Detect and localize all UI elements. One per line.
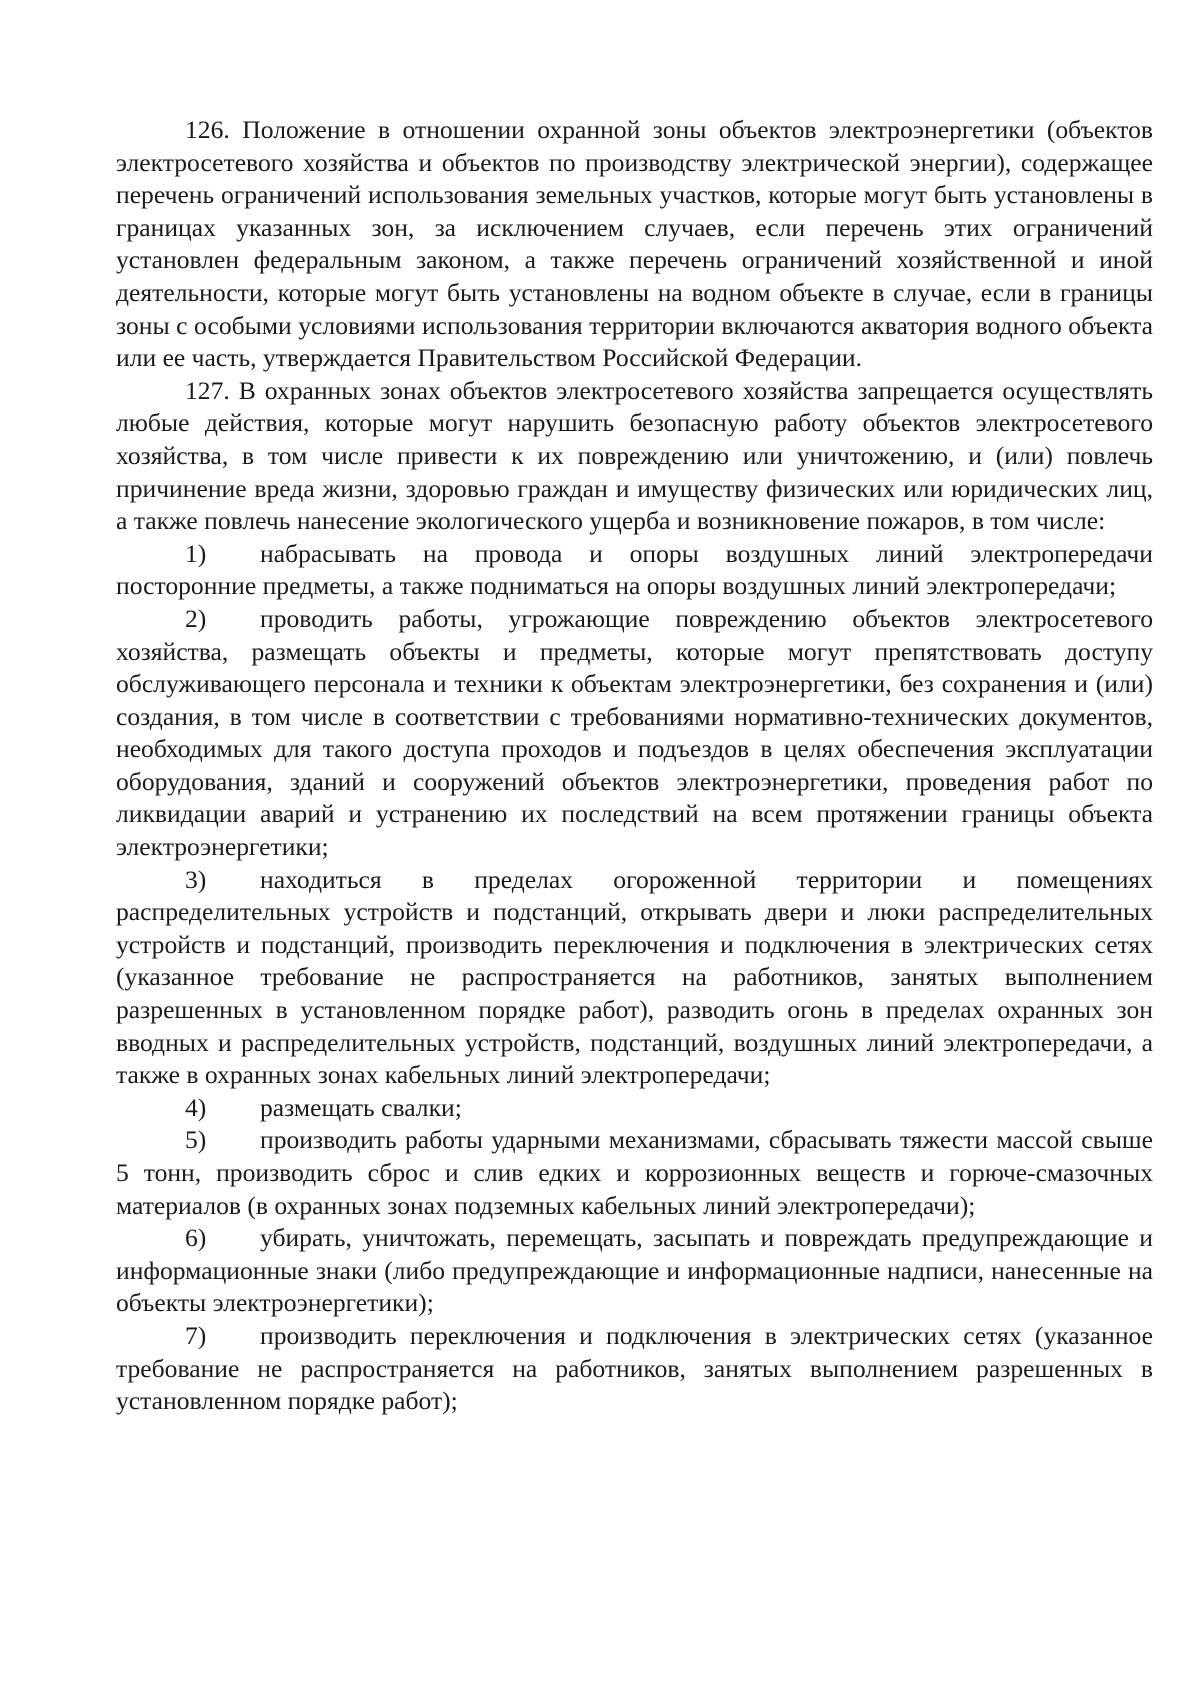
paragraph-127 xyxy=(116,375,1153,538)
list-item-3 xyxy=(116,864,1153,1092)
list-item-number: 6) xyxy=(185,1223,207,1253)
paragraph-number: 127. xyxy=(185,375,230,405)
list-item-number: 4) xyxy=(185,1092,207,1122)
list-item-number: 1) xyxy=(185,538,207,568)
list-item-number: 3) xyxy=(185,864,207,894)
list-item-text: находиться в пределах огороженной территории и помещениях распределительных устройств и подстанций, открывать двери и люки распределительных устройств и подстанций, производить переключения и подключения в электрических сетях (указанное требование не распространяется на работников, занятых выполнением разрешенных в установленном порядке работ), разводить огонь в пределах охранных зон вводных и распределительных устройств, подстанций, воздушных линий электропередачи, а также в охранных зонах кабельных линий электропередачи; xyxy=(116,864,1153,1090)
list-item-6 xyxy=(116,1222,1153,1320)
paragraph-text: В охранных зонах объектов электросетевого хозяйства запрещается осуществлять любые действия, которые могут нарушить безопасную работу объектов электросетевого хозяйства, в том числе привести к их повреждению или уничтожению, и (или) повлечь причинение вреда жизни, здоровью граждан и имуществу физических или юридических лиц, а также повлечь нанесение экологического ущерба и возникновение пожаров, в том числе: xyxy=(116,375,1153,536)
list-item-number: 7) xyxy=(185,1320,207,1350)
list-item-2 xyxy=(116,603,1153,864)
list-item-1 xyxy=(116,538,1153,603)
list-item-text: проводить работы, угрожающие повреждению объектов электросетевого хозяйства, размещать объекты и предметы, которые могут препятствовать доступу обслуживающего персонала и техники к объектам электроэнергетики, без сохранения и (или) создания, в том числе в соответствии с требованиями нормативно-технических документов, необходимых для такого доступа проходов и подъездов в целях обеспечения эксплуатации оборудования, зданий и сооружений объектов электроэнергетики, проведения работ по ликвидации аварий и устранению их последствий на всем протяжении границы объекта электроэнергетики; xyxy=(116,603,1153,862)
list-item-text: производить работы ударными механизмами, сбрасывать тяжести массой свыше 5 тонн, производить сброс и слив едких и коррозионных веществ и горюче-смазочных материалов (в охранных зонах подземных кабельных линий электропередачи); xyxy=(116,1125,1153,1220)
list-item-number: 5) xyxy=(185,1125,207,1155)
paragraph-text: Положение в отношении охранной зоны объектов электроэнергетики (объектов электросетевого хозяйства и объектов по производству электрической энергии), содержащее перечень ограничений использования земельных участков, которые могут быть установлены в границах указанных зон, за исключением случаев, если перечень этих ограничений установлен федеральным законом, а также перечень ограничений хозяйственной и иной деятельности, которые могут быть установлены на водном объекте в случае, если в границы зоны с особыми условиями использования территории включаются акватория водного объекта или ее часть, утверждается Правительством Российской Федерации. xyxy=(116,115,1153,373)
list-item-text: размещать свалки; xyxy=(260,1092,462,1122)
list-item-text: набрасывать на провода и опоры воздушных линий электропередачи посторонние предметы, а также подниматься на опоры воздушных линий электропередачи; xyxy=(116,538,1153,601)
paragraph-number: 126. xyxy=(185,115,230,144)
paragraph-126 xyxy=(116,114,1153,375)
list-item-text: производить переключения и подключения в электрических сетях (указанное требование не распространяется на работников, занятых выполнением разрешенных в установленном порядке работ); xyxy=(116,1320,1153,1416)
document-page xyxy=(116,114,1153,1418)
list-item-4 xyxy=(116,1092,1153,1125)
list-item-5 xyxy=(116,1124,1153,1222)
list-item-text: убирать, уничтожать, перемещать, засыпать и повреждать предупреждающие и информационные знаки (либо предупреждающие и информационные надписи, нанесенные на объекты электроэнергетики); xyxy=(116,1223,1153,1318)
list-item-number: 2) xyxy=(185,603,207,633)
list-item-7 xyxy=(116,1320,1153,1418)
